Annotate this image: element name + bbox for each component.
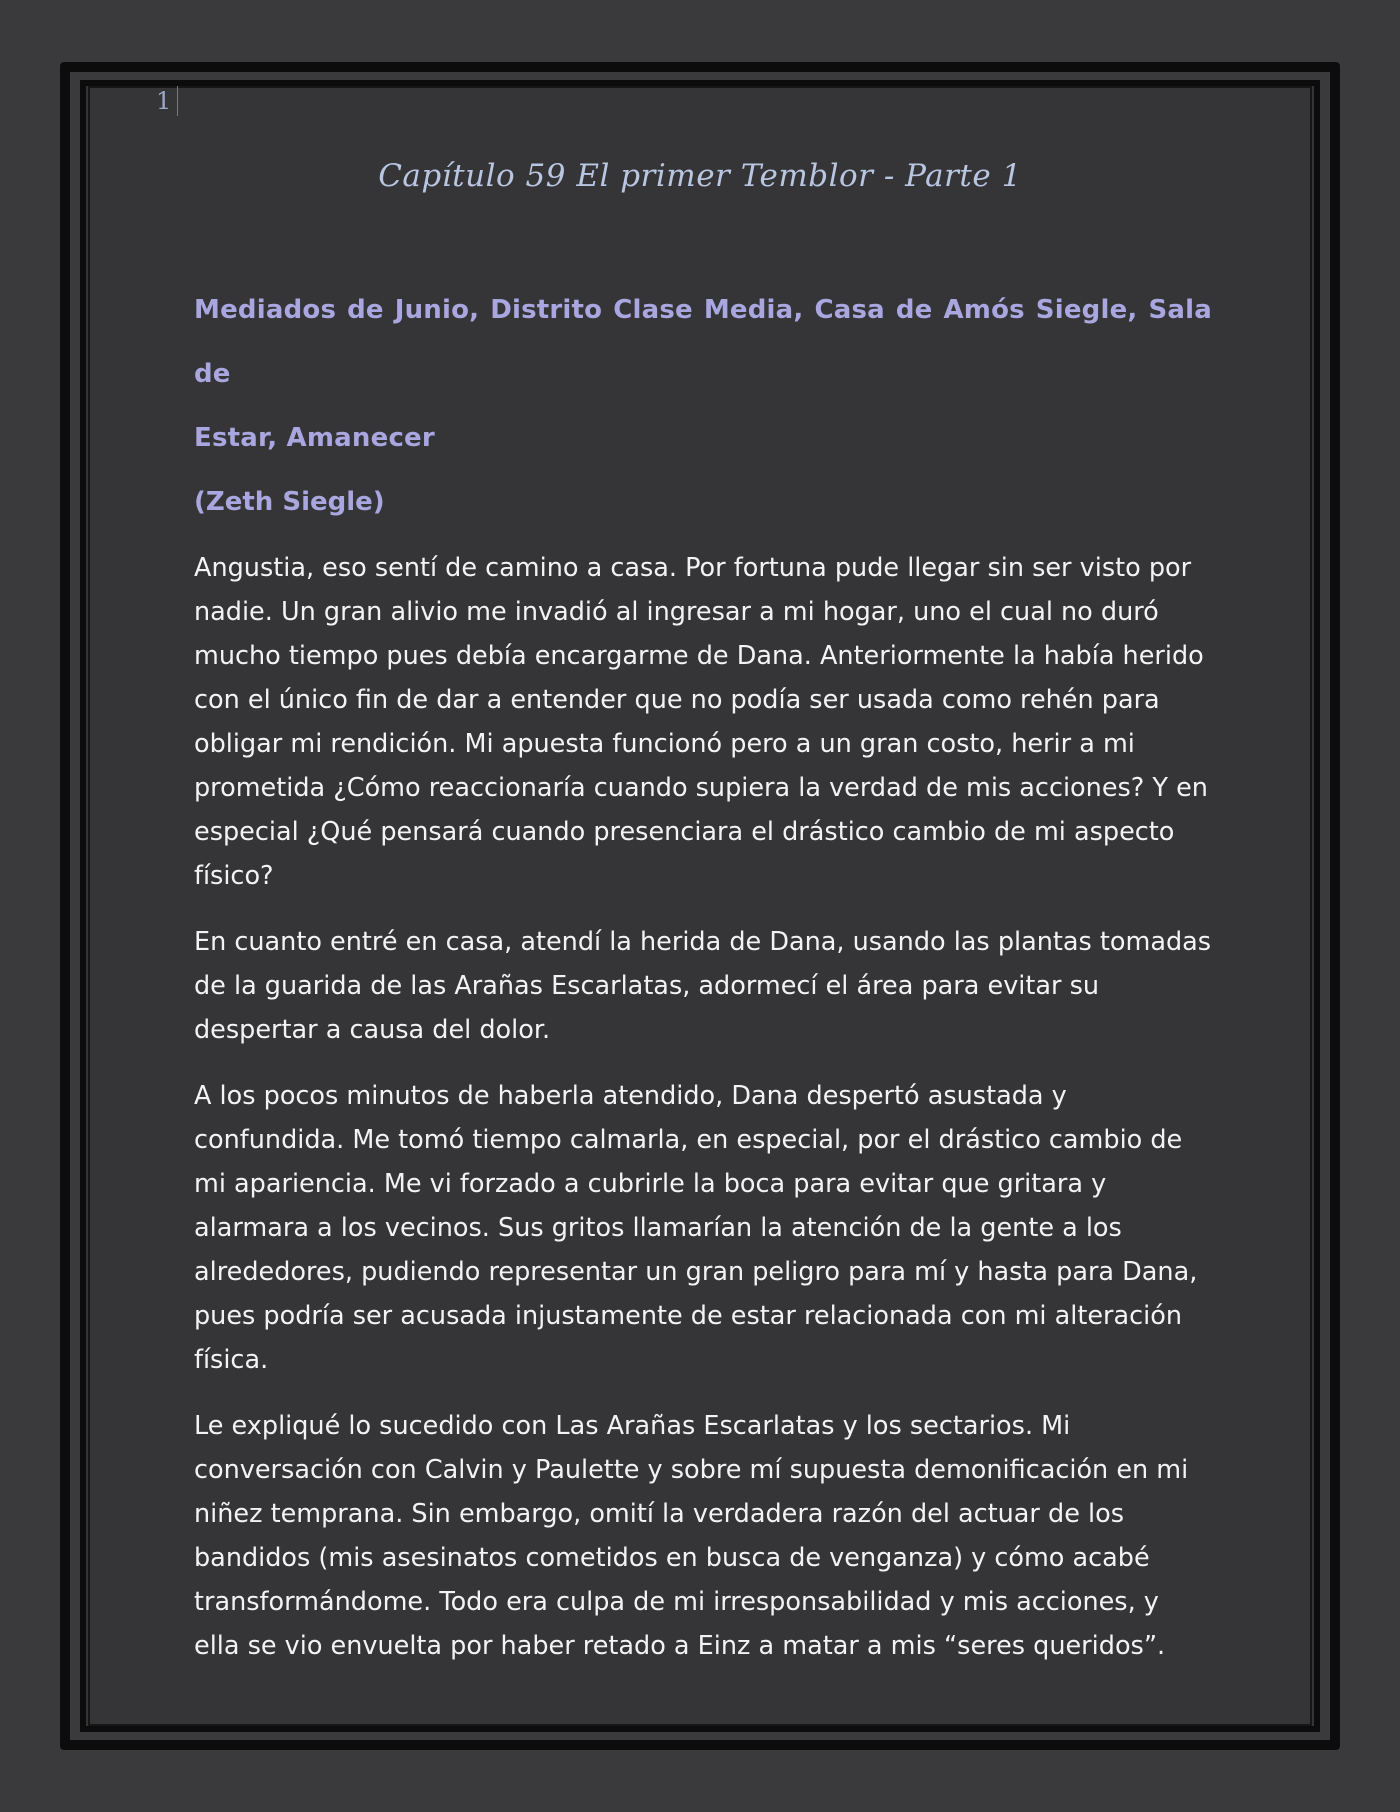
scene-heading-line-1: Mediados de Junio, Distrito Clase Media, Casa de Amós Siegle, Sala de — [194, 295, 1212, 389]
paragraph: A los pocos minutos de haberla atendido, Dana despertó asustada y confundida. Me tomó tiempo calmarla, en especial, por el drástico cambio de mi apariencia. Me vi forzado a cubrirle la boca para evitar que gritara y alarmara a los vecinos. Sus gritos llamarían la atención de la gente a los alrededores, pudiendo representar un gran peligro para mí y hasta para Dana, pues podría ser acusada injustamente de estar relacionada con mi alteración física. — [194, 1081, 1198, 1375]
paragraph: En cuanto entré en casa, atendí la herida de Dana, usando las plantas tomadas de la guarida de las Arañas Escarlatas, adormecí el área para evitar su despertar a causa del dolor. — [194, 927, 1212, 1045]
scene-heading-line-2: Estar, Amanecer — [194, 423, 435, 453]
page-number: 1 — [156, 86, 178, 116]
paragraph: Le expliqué lo sucedido con Las Arañas Escarlatas y los sectarios. Mi conversación con Calvin y Paulette y sobre mí supuesta demonificación en mi niñez temprana. Sin embargo, omití la verdadera razón del actuar de los bandidos (mis asesinatos cometidos en busca de venganza) y cómo acabé transformándome. Todo era culpa de mi irresponsabilidad y mis acciones, y ella se vio envuelta por haber retado a Einz a matar a mis “seres queridos”. — [194, 1411, 1189, 1661]
pov-label: (Zeth Siegle) — [194, 487, 385, 517]
paragraph: Angustia, eso sentí de camino a casa. Por fortuna pude llegar sin ser visto por nadie. Un gran alivio me invadió al ingresar a mi hogar, uno el cual no duró mucho tiempo pues debía encargarme de Dana. Anteriormente la había herido con el único fin de dar a entender que no podía ser usada como rehén para obligar mi rendición. Mi apuesta funcionó pero a un gran costo, herir a mi prometida ¿Cómo reaccionaría cuando supiera la verdad de mis acciones? Y en especial ¿Qué pensará cuando presenciara el drástico cambio de mi aspecto físico? — [194, 553, 1208, 891]
chapter-title: Capítulo 59 El primer Temblor - Parte 1 — [378, 158, 1022, 194]
document-body — [194, 278, 1212, 1690]
scene-heading — [194, 278, 1212, 470]
